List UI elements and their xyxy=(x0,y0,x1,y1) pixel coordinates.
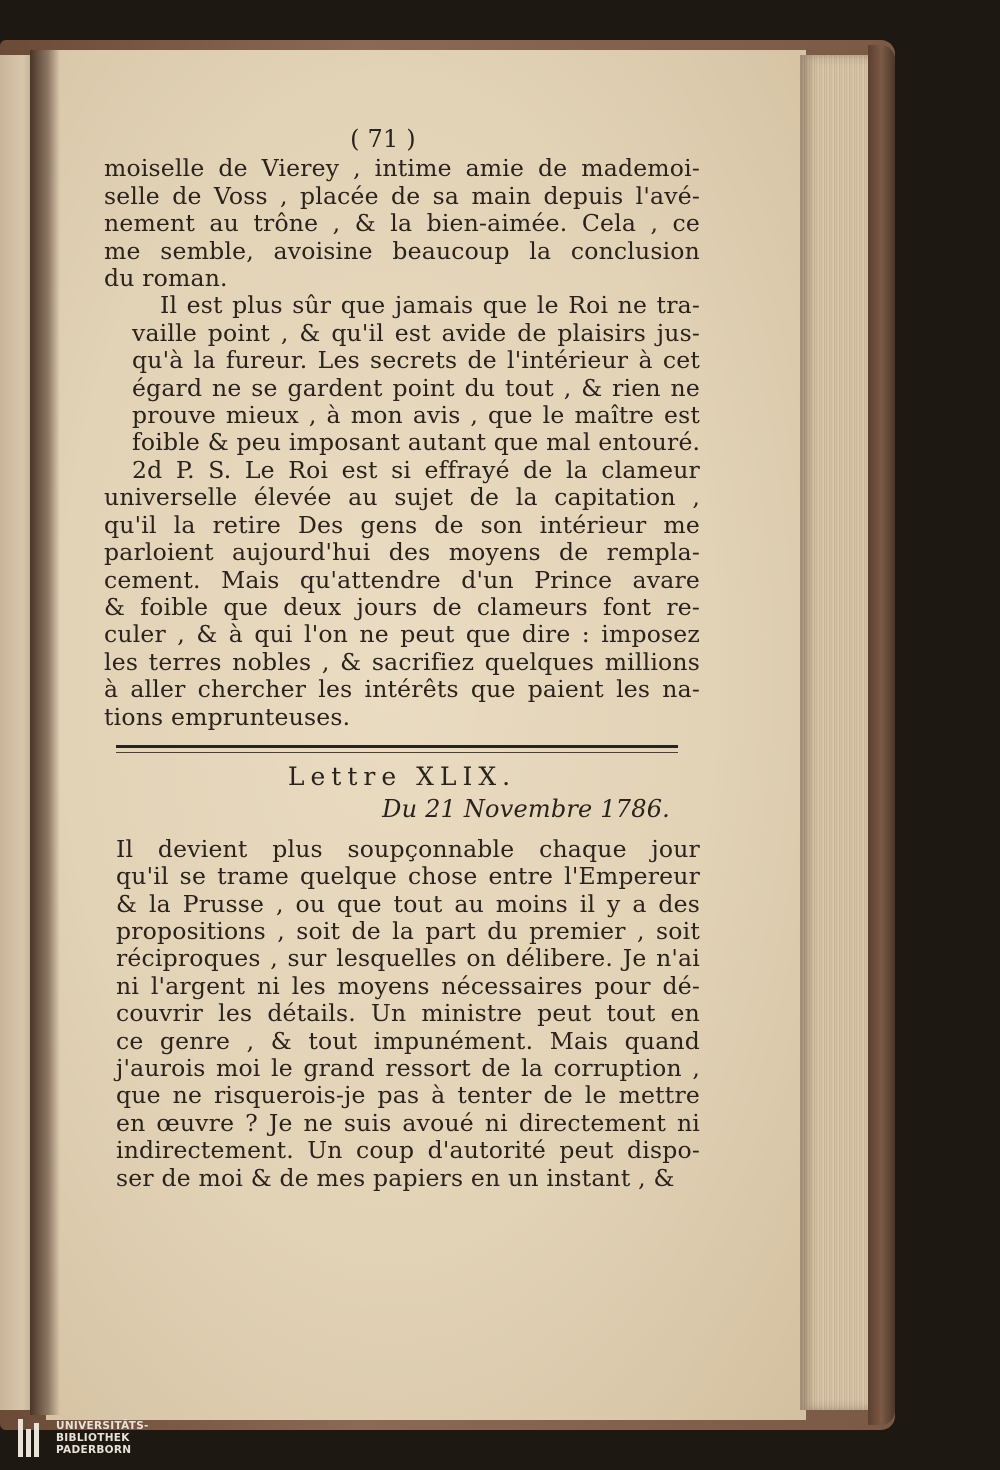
text-line: propositions , soit de la part du premier , soit xyxy=(116,916,700,945)
page-text xyxy=(104,126,700,1192)
text-line: culer , & à qui l'on ne peut que dire : imposez xyxy=(104,620,700,649)
text-line: ce genre , & tout impunément. Mais quand xyxy=(116,1026,700,1055)
text-line: indirectement. Un coup d'autorité peut dispo- xyxy=(116,1136,700,1165)
text-line: j'aurois moi le grand ressort de la corruption , xyxy=(116,1054,700,1082)
text-line: couvrir les détails. Un ministre peut tout en xyxy=(116,999,700,1028)
text-line: à aller chercher les intérêts que paient les na- xyxy=(104,675,700,704)
page-edges xyxy=(800,55,872,1410)
library-logo-icon xyxy=(18,1419,46,1457)
text-line: & la Prusse , ou que tout au moins il y a des xyxy=(116,889,700,918)
text-line: tions emprunteuses. xyxy=(104,702,351,731)
text-line: 2d P. S. Le Roi est si effrayé de la clameur xyxy=(132,455,700,484)
cover-edge xyxy=(868,45,895,1425)
section-rule xyxy=(116,745,678,753)
text-line: parloient aujourd'hui des moyens de rempla- xyxy=(104,538,700,567)
library-logo xyxy=(18,1418,149,1458)
paragraph-1 xyxy=(104,155,700,292)
paragraph-3 xyxy=(104,457,700,731)
text-line: nement au trône , & la bien-aimée. Cela , ce xyxy=(104,209,700,238)
letter-heading: Lettre XLIX. xyxy=(287,761,517,791)
text-line: selle de Voss , placée de sa main depuis l'avé- xyxy=(104,181,700,210)
page-number: ( 71 ) xyxy=(350,125,416,153)
logo-line: BIBLIOTHEK xyxy=(56,1432,130,1444)
text-line: universelle élevée au sujet de la capitation , xyxy=(104,483,700,512)
text-line: en œuvre ? Je ne suis avoué ni directement ni xyxy=(116,1108,700,1137)
paragraph-2 xyxy=(104,292,700,456)
text-line: Il devient plus soupçonnable chaque jour xyxy=(116,834,700,863)
text-line: les terres nobles , & sacrifiez quelques millions xyxy=(104,647,700,676)
letter-date: Du 21 Novembre 1786. xyxy=(382,795,670,824)
text-line: moiselle de Vierey , intime amie de mademoi- xyxy=(104,154,700,183)
text-line: Il est plus sûr que jamais que le Roi ne tra- xyxy=(160,291,700,320)
logo-line: PADERBORN xyxy=(56,1444,132,1456)
text-line: égard ne se gardent point du tout , & rien ne xyxy=(132,373,700,402)
text-line: du roman. xyxy=(104,264,228,293)
text-line: qu'à la fureur. Les secrets de l'intérieur à cet xyxy=(132,346,700,375)
text-line: cement. Mais qu'attendre d'un Prince avare xyxy=(104,565,700,594)
letter-body xyxy=(104,836,700,1192)
text-line: ni l'argent ni les moyens nécessaires pour dé- xyxy=(116,971,700,1000)
text-line: qu'il se trame quelque chose entre l'Empereur xyxy=(116,862,700,891)
text-line: réciproques , sur lesquelles on délibere. Je n'ai xyxy=(116,944,700,973)
text-line: prouve mieux , à mon avis , que le maître est xyxy=(132,401,700,430)
text-line: ser de moi & de mes papiers en un instant , & xyxy=(116,1163,675,1192)
text-line: me semble, avoisine beaucoup la conclusion xyxy=(104,236,700,265)
text-line: & foible que deux jours de clameurs font re- xyxy=(104,592,700,621)
logo-line: UNIVERSITÄTS- xyxy=(56,1420,149,1432)
text-line: qu'il la retire Des gens de son intérieur me xyxy=(104,510,700,539)
spine-shadow xyxy=(30,50,60,1415)
text-line: que ne risquerois-je pas à tenter de le mettre xyxy=(116,1081,700,1110)
library-logo-text xyxy=(56,1420,149,1456)
text-line: foible & peu imposant autant que mal entouré. xyxy=(132,428,701,457)
text-line: vaille point , & qu'il est avide de plaisirs jus- xyxy=(132,318,700,347)
